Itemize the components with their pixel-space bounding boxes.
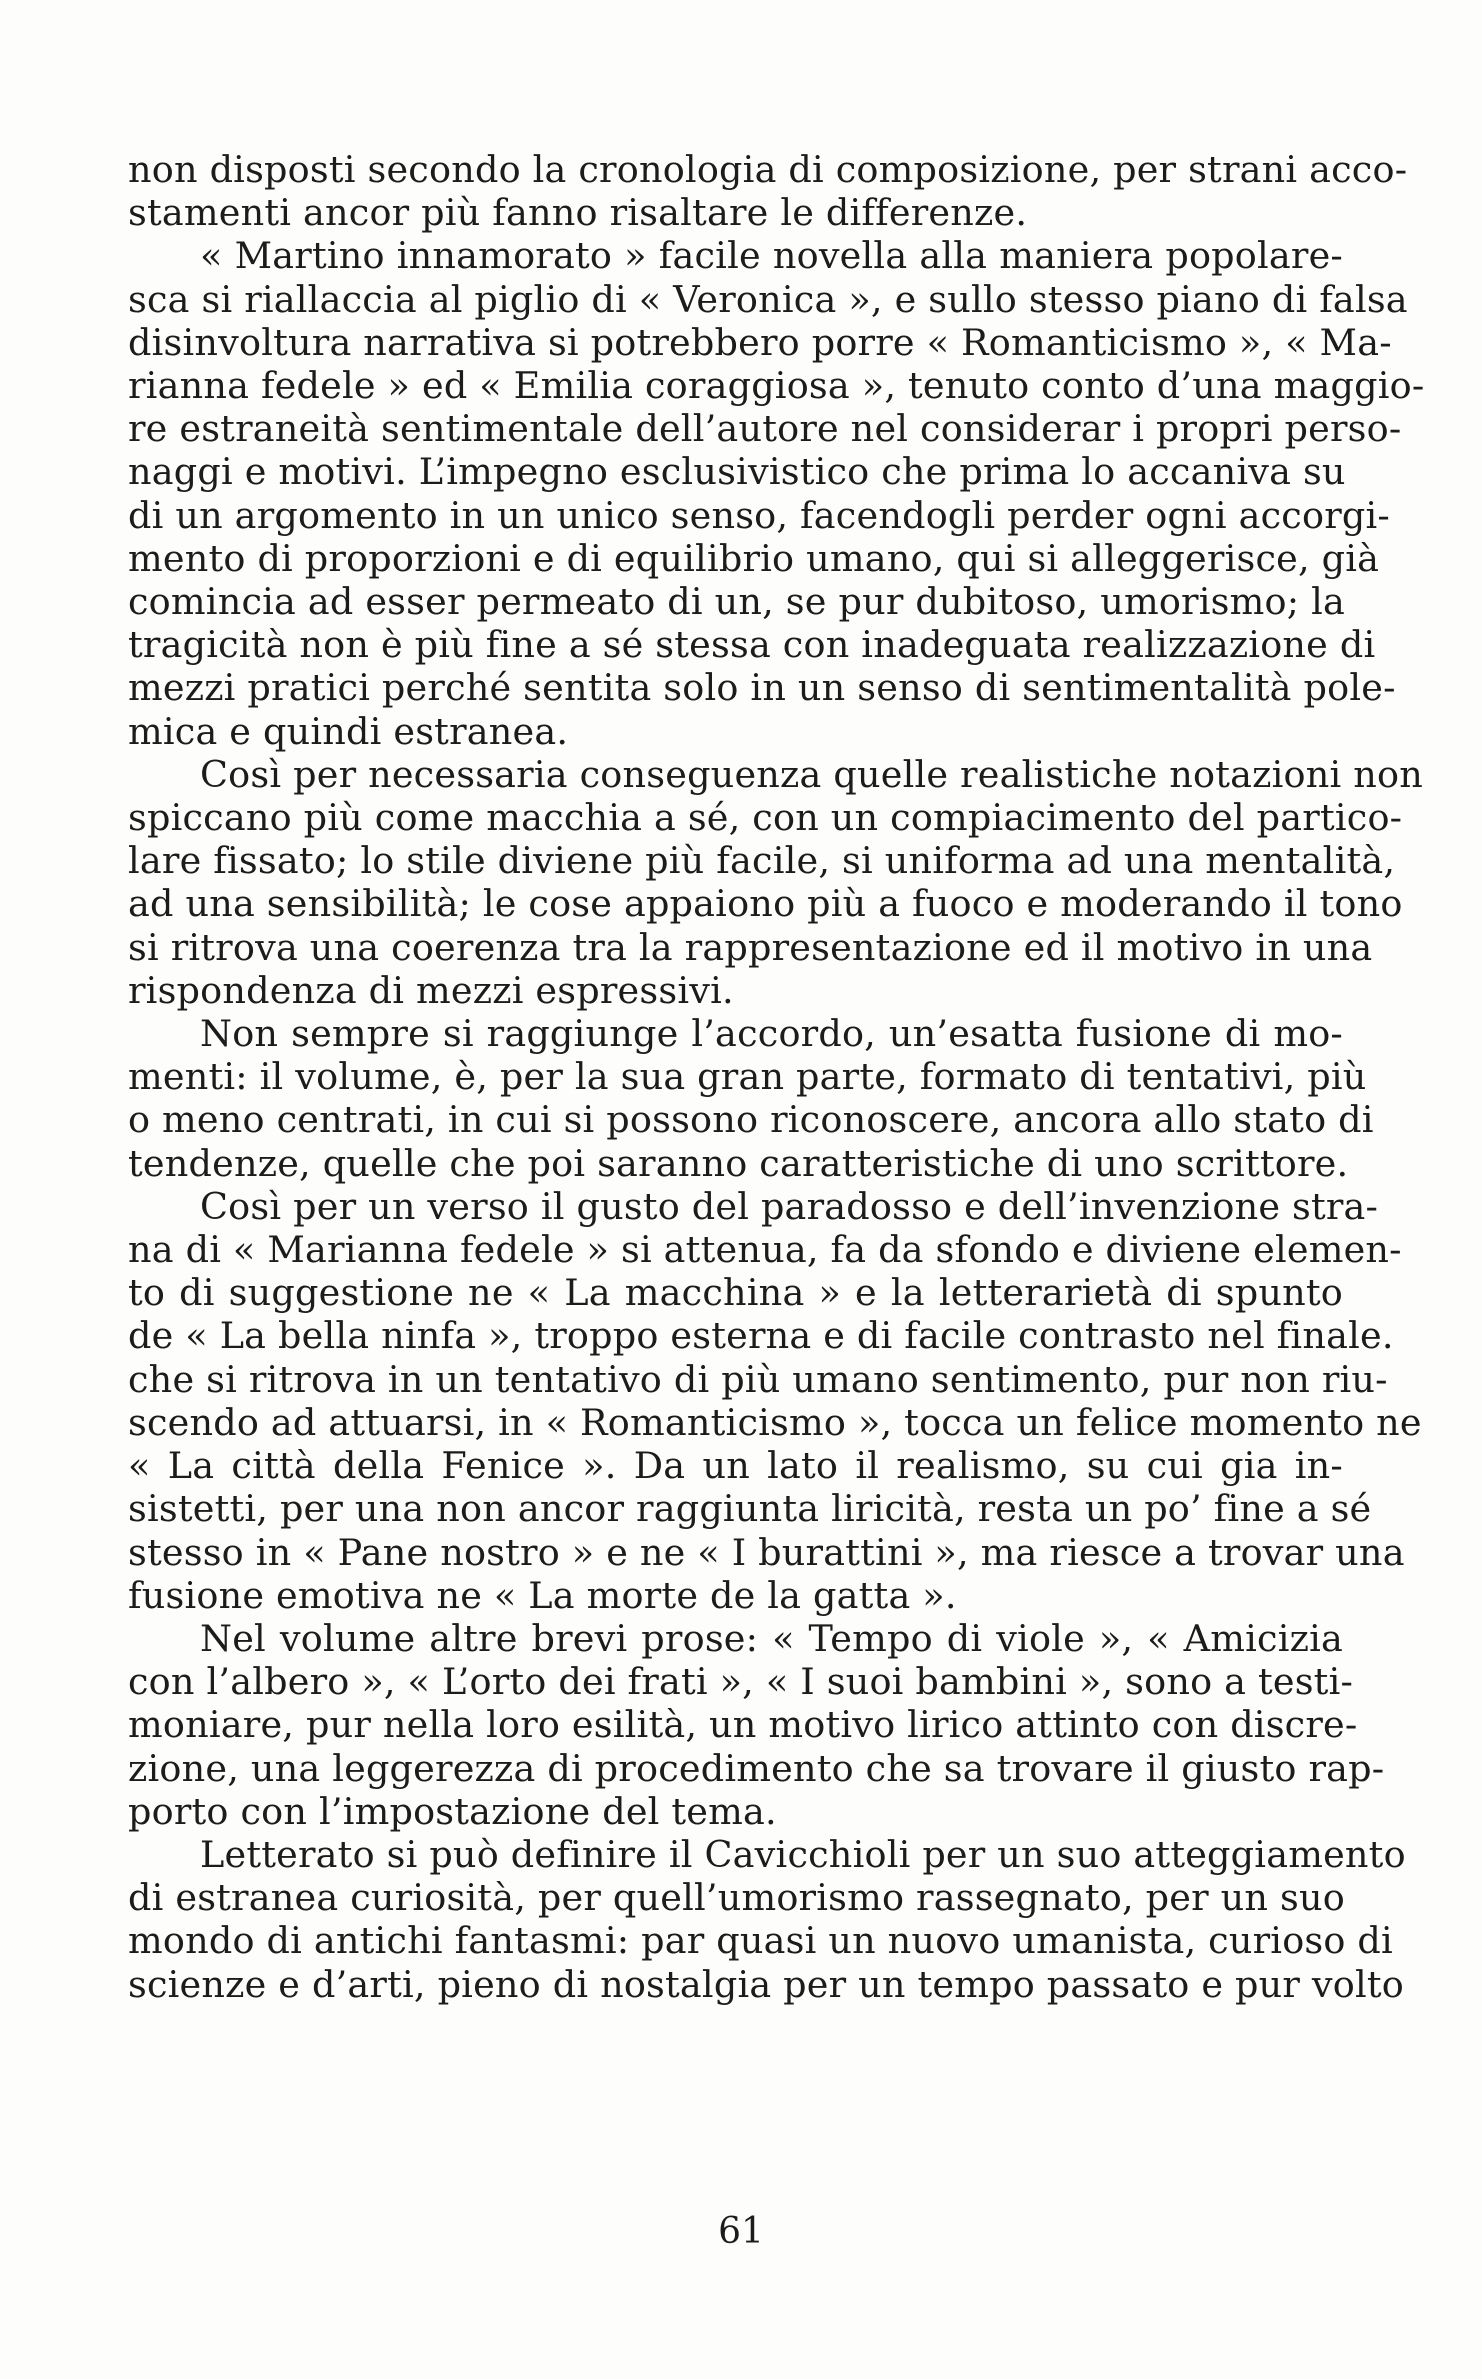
text-line: disinvoltura narrativa si potrebbero porre « Romanticismo », « Ma- <box>128 320 1392 364</box>
text-line: Letterato si può definire il Cavicchioli per un suo atteggiamento <box>200 1832 1406 1876</box>
text-line: Nel volume altre brevi prose: « Tempo di viole », « Amicizia <box>200 1616 1343 1660</box>
text-line: na di « Marianna fedele » si attenua, fa da sfondo e diviene elemen- <box>128 1228 1402 1272</box>
body-text <box>128 148 1425 2006</box>
page-number: 61 <box>718 2211 764 2252</box>
text-line: rianna fedele » ed « Emilia coraggiosa », tenuto conto d’una maggio- <box>128 364 1425 408</box>
text-line: comincia ad esser permeato di un, se pur dubitoso, umorismo; la <box>128 580 1345 624</box>
text-line: sistetti, per una non ancor raggiunta liricità, resta un po’ fine a sé <box>128 1487 1372 1531</box>
text-line: scendo ad attuarsi, in « Romanticismo », tocca un felice momento ne <box>128 1400 1422 1444</box>
text-line: non disposti secondo la cronologia di composizione, per strani acco- <box>128 148 1408 191</box>
text-line: ad una sensibilità; le cose appaiono più a fuoco e moderando il tono <box>128 882 1403 926</box>
text-line: con l’albero », « L’orto dei frati », « I suoi bambini », sono a testi- <box>128 1660 1354 1704</box>
text-line: o meno centrati, in cui si possono riconoscere, ancora allo stato di <box>128 1098 1374 1142</box>
text-line: « Martino innamorato » facile novella alla maniera popolare- <box>200 234 1343 278</box>
text-line: lare fissato; lo stile diviene più facile, si uniforma ad una mentalità, <box>128 839 1396 883</box>
text-line: re estraneità sentimentale dell’autore nel considerar i propri perso- <box>128 407 1402 451</box>
text-line: zione, una leggerezza di procedimento che sa trovare il giusto rap- <box>128 1746 1385 1790</box>
text-line: si ritrova una coerenza tra la rappresentazione ed il motivo in una <box>128 925 1373 969</box>
text-line: tragicità non è più fine a sé stessa con inadeguata realizzazione di <box>128 623 1376 667</box>
text-line: to di suggestione ne « La macchina » e la letterarietà di spunto <box>128 1271 1343 1315</box>
text-line: « La città della Fenice ». Da un lato il realismo, su cui gia in- <box>128 1444 1343 1488</box>
text-line: de « La bella ninfa », troppo esterna e di facile contrasto nel finale. <box>128 1314 1394 1358</box>
text-line: Così per un verso il gusto del paradosso e dell’invenzione stra- <box>200 1184 1379 1228</box>
text-line: stesso in « Pane nostro » e ne « I burattini », ma riesce a trovar una <box>128 1530 1405 1574</box>
text-line: Così per necessaria conseguenza quelle realistiche notazioni non <box>200 752 1423 796</box>
text-line: naggi e motivi. L’impegno esclusivistico che prima lo accaniva su <box>128 450 1346 494</box>
text-line: sca si riallaccia al piglio di « Veronica », e sullo stesso piano di falsa <box>128 277 1408 321</box>
text-line: spiccano più come macchia a sé, con un compiacimento del partico- <box>128 796 1403 840</box>
text-line: scienze e d’arti, pieno di nostalgia per un tempo passato e pur volto <box>128 1962 1404 2006</box>
text-line: stamenti ancor più fanno risaltare le differenze. <box>128 191 1028 235</box>
text-line: fusione emotiva ne « La morte de la gatta ». <box>128 1573 957 1617</box>
text-line: di estranea curiosità, per quell’umorismo rassegnato, per un suo <box>128 1876 1345 1920</box>
text-line: rispondenza di mezzi espressivi. <box>128 968 734 1012</box>
text-line: porto con l’impostazione del tema. <box>128 1789 777 1833</box>
text-line: mica e quindi estranea. <box>128 709 569 753</box>
text-line: Non sempre si raggiunge l’accordo, un’esatta fusione di mo- <box>200 1012 1343 1056</box>
text-line: mondo di antichi fantasmi: par quasi un nuovo umanista, curioso di <box>128 1919 1393 1963</box>
text-line: che si ritrova in un tentativo di più umano sentimento, pur non riu- <box>128 1357 1388 1401</box>
text-line: mezzi pratici perché sentita solo in un senso di sentimentalità pole- <box>128 666 1396 710</box>
text-line: moniare, pur nella loro esilità, un motivo lirico attinto con discre- <box>128 1703 1358 1747</box>
text-line: menti: il volume, è, per la sua gran parte, formato di tentativi, più <box>128 1055 1367 1099</box>
text-line: tendenze, quelle che poi saranno caratteristiche di uno scrittore. <box>128 1141 1349 1185</box>
text-line: di un argomento in un unico senso, facendogli perder ogni accorgi- <box>128 493 1390 537</box>
text-line: mento di proporzioni e di equilibrio umano, qui si alleggerisce, già <box>128 536 1380 580</box>
